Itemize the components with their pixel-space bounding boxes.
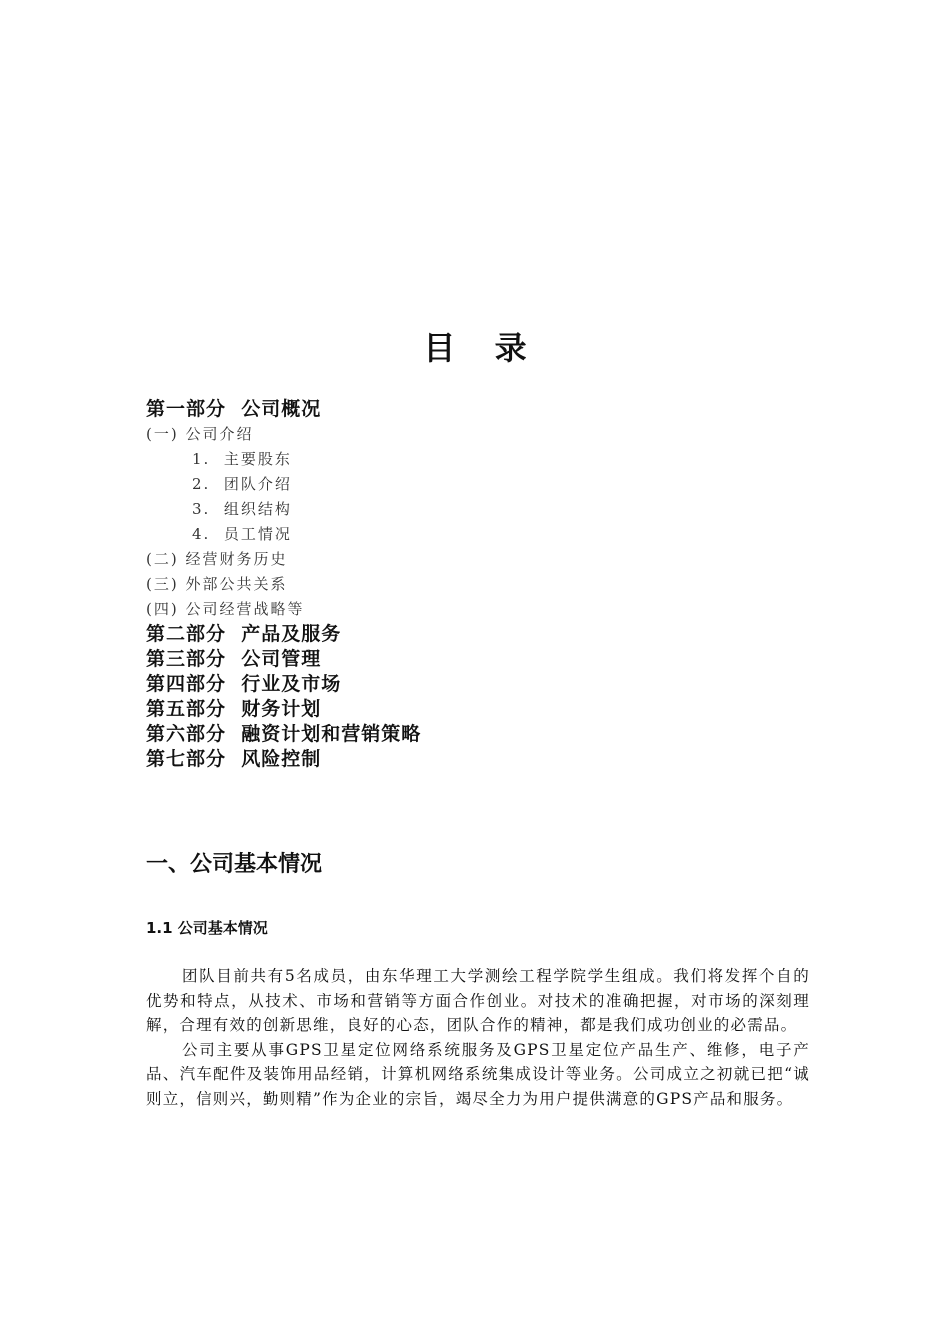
toc-part-3: 第三部分 公司管理	[146, 648, 322, 670]
toc-sub-2: (二) 经营财务历史	[146, 550, 288, 568]
toc-part-2: 第二部分 产品及服务	[146, 623, 342, 645]
toc-item-team: 2. 团队介绍	[192, 475, 292, 493]
toc-sub-4: (四) 公司经营战略等	[146, 600, 305, 618]
toc-part-4: 第四部分 行业及市场	[146, 673, 342, 695]
toc-sub-3: (三) 外部公共关系	[146, 575, 288, 593]
toc-item-organization: 3. 组织结构	[192, 500, 292, 518]
toc-part-5: 第五部分 财务计划	[146, 698, 322, 720]
paragraph-team: 团队目前共有5名成员，由东华理工大学测绘工程学院学生组成。我们将发挥个自的优势和特点，从技术、市场和营销等方面合作创业。对技术的准确把握，对市场的深刻理解，合理有效的创新思维，良好的心态，团队合作的精神，都是我们成功创业的必需品。	[146, 967, 810, 1034]
toc-part-7: 第七部分 风险控制	[146, 748, 322, 770]
table-of-contents	[146, 397, 846, 772]
paragraph-business: 公司主要从事GPS卫星定位网络系统服务及GPS卫星定位产品生产、维修，电子产品、汽车配件及装饰用品经销，计算机网络系统集成设计等业务。公司成立之初就已把“诚则立，信则兴，勤则精”作为企业的宗旨，竭尽全力为用户提供满意的GPS产品和服务。	[146, 1040, 810, 1108]
toc-part-6: 第六部分 融资计划和营销策略	[146, 723, 422, 745]
toc-part-1: 第一部分 公司概况	[146, 398, 322, 420]
toc-item-shareholders: 1. 主要股东	[192, 450, 292, 468]
toc-sub-1: (一) 公司介绍	[146, 425, 254, 443]
subsection-heading: 1.1 公司基本情况	[146, 919, 268, 937]
toc-title: 目 录	[423, 329, 541, 367]
toc-item-employees: 4. 员工情况	[192, 525, 292, 543]
section-heading: 一、公司基本情况	[146, 852, 323, 877]
body-text	[146, 964, 810, 1111]
